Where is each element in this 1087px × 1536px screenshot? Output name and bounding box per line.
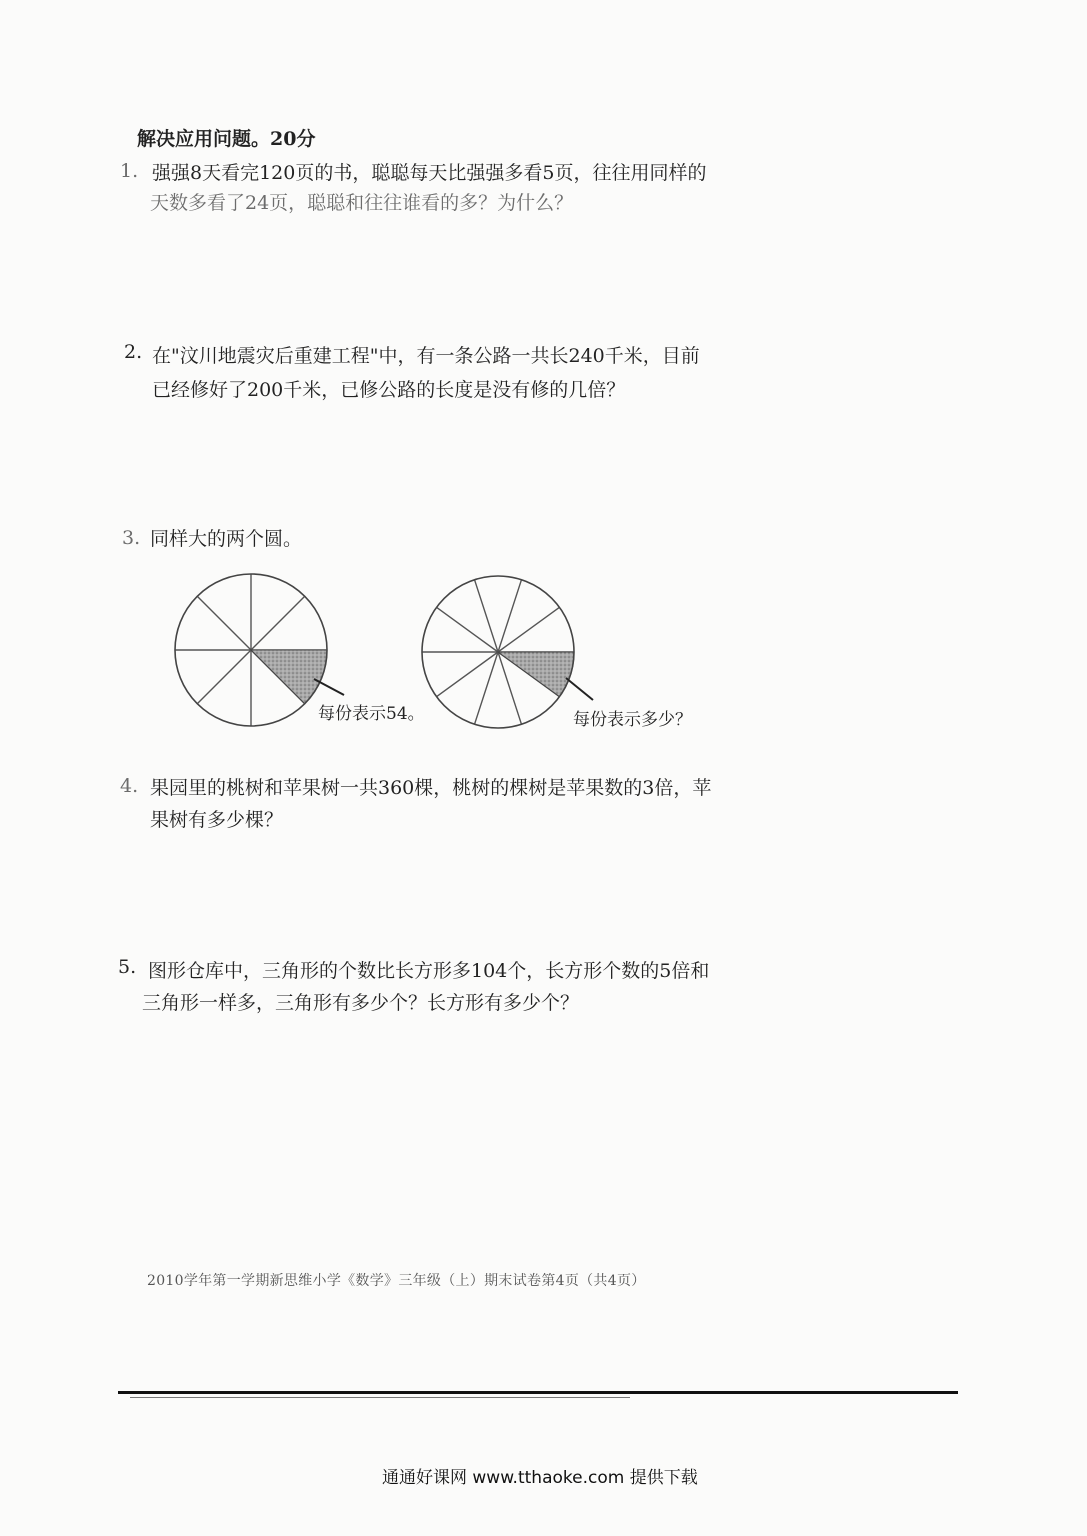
question-line: 果园里的桃树和苹果树一共360棵，桃树的棵树是苹果数的3倍，苹 (150, 777, 712, 799)
question-line: 已经修好了200千米，已修公路的长度是没有修的几倍？ (152, 379, 626, 401)
circle-right (422, 576, 593, 728)
question-number: 2. (124, 341, 143, 363)
circle-label-right: 每份表示多少？ (573, 710, 692, 730)
question-line: 天数多看了24页，聪聪和往往谁看的多？为什么？ (150, 192, 574, 214)
question-line: 同样大的两个圆。 (150, 528, 303, 550)
division-line (197, 596, 251, 650)
circle-label-left: 每份表示54。 (318, 704, 425, 724)
division-line (437, 607, 498, 652)
division-line (251, 596, 305, 650)
question-number: 1. (120, 160, 139, 182)
question-line: 果树有多少棵？ (150, 809, 284, 831)
question-line: 强强8天看完120页的书，聪聪每天比强强多看5页，往往用同样的 (152, 162, 707, 184)
division-line (498, 580, 521, 652)
question-number: 3. (122, 527, 141, 549)
bottom-rule (118, 1391, 958, 1394)
question-number: 4. (120, 775, 139, 797)
arrow-left (314, 679, 344, 695)
division-line (197, 650, 251, 704)
shaded-sector-left (251, 650, 327, 704)
division-line (475, 652, 498, 724)
question-number: 5. (118, 956, 137, 978)
question-line: 三角形一样多，三角形有多少个？长方形有多少个？ (142, 992, 580, 1014)
division-line (475, 580, 498, 652)
division-line (437, 652, 498, 697)
shaded-sector-right (498, 652, 574, 697)
arrow-right (566, 678, 593, 700)
question-line: 图形仓库中，三角形的个数比长方形多104个，长方形个数的5倍和 (148, 960, 710, 982)
bottom-rule-thin (130, 1397, 630, 1398)
page-footer: 2010学年第一学期新思维小学《数学》三年级（上）期末试卷第4页（共4页） (147, 1273, 646, 1289)
section-title: 解决应用问题。20分 (137, 128, 316, 150)
circle-left (175, 574, 344, 726)
division-line (498, 607, 559, 652)
question-line: 在"汶川地震灾后重建工程"中，有一条公路一共长240千米，目前 (152, 345, 700, 367)
watermark: 通通好课网 www.tthaoke.com 提供下载 (382, 1468, 698, 1488)
